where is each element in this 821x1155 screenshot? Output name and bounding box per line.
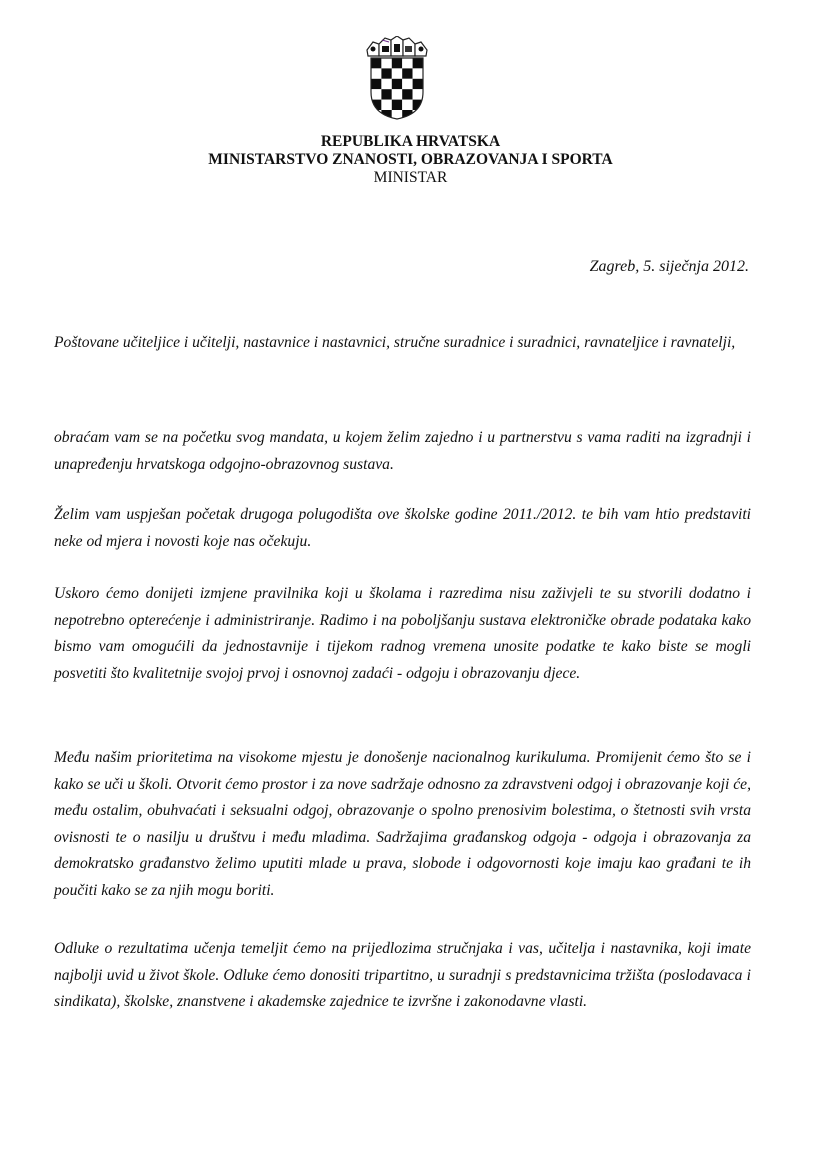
letterhead-ministry: MINISTARSTVO ZNANOSTI, OBRAZOVANJA I SPORTA — [208, 151, 613, 168]
shield-square — [402, 89, 412, 99]
shield-square — [402, 79, 412, 89]
shield-square — [402, 58, 412, 68]
shield-square — [381, 89, 391, 99]
letter-date: Zagreb, 5. siječnja 2012. — [589, 258, 749, 275]
shield-square — [392, 68, 402, 78]
shield-square — [381, 68, 391, 78]
shield-square — [402, 100, 412, 110]
shield-square — [413, 89, 423, 99]
shield-square — [413, 68, 423, 78]
shield-square — [392, 79, 402, 89]
paragraph: Uskoro ćemo donijeti izmjene pravilnika koji u školama i razredima nisu zaživjeli te su stvorili dodatno i nepotrebno opterećenje i administriranje. Radimo i na poboljšanju sustava elektroničke obrade podataka kako bismo vam omogućili da jednostavnije i tijekom radnog vremena unosite podatke te kako biste se mogli posvetiti što kvalitetnije svojoj prvoj i osnovnoj zadaći - odgoju i obrazovanju djece. — [54, 585, 751, 682]
paragraph: Među našim prioritetima na visokome mjestu je donošenje nacionalnog kurikuluma. Promijenit ćemo što se i kako se uči u školi. Otvorit ćemo prostor i za nove sadržaje odnosno za zdravstveni odgoj i obrazovanje koji će, među ostalim, obuhvaćati i seksualni odgoj, obrazovanje o spolno prenosivim bolestima, o štetnosti svih vrsta ovisnosti te o nasilju u društvu i među mladima. Sadržajima građanskog odgoja - odgoja i obrazovanja za demokratsko građanstvo želimo uputiti mlade u prava, slobode i odgovornosti koje imaju kao građani te ih poučiti kako se za njih mogu boriti. — [54, 749, 751, 899]
shield-square — [371, 68, 381, 78]
shield-square — [402, 110, 412, 120]
shield-square — [381, 79, 391, 89]
shield-square — [381, 110, 391, 120]
salutation: Poštovane učiteljice i učitelji, nastavnice i nastavnici, stručne suradnice i suradnici, ravnateljice i ravnatelji, — [54, 334, 736, 351]
shield-square — [413, 58, 423, 68]
shield-square — [392, 58, 402, 68]
shield-square — [392, 89, 402, 99]
letterhead — [0, 133, 821, 187]
shield-square — [381, 58, 391, 68]
letterhead-country: REPUBLIKA HRVATSKA — [320, 133, 501, 150]
shield-square — [371, 58, 381, 68]
shield-square — [381, 100, 391, 110]
shield-square — [402, 68, 412, 78]
paragraph: Odluke o rezultatima učenja temeljit ćemo na prijedlozima stručnjaka i vas, učitelja i nastavnika, koji imate najbolji uvid u život škole. Odluke ćemo donositi tripartitno, u suradnji s predstavnicima tržišta (poslodavaca i sindikata), školske, znanstvene i akademske zajednice te izvršne i zakonodavne vlasti. — [54, 940, 751, 1010]
shield-square — [392, 100, 402, 110]
shield-square — [371, 79, 381, 89]
shield-square — [371, 89, 381, 99]
shield-square — [413, 79, 423, 89]
paragraph: obraćam vam se na početku svog mandata, u kojem želim zajedno i u partnerstvu s vama raditi na izgradnji i unapređenju hrvatskoga odgojno-obrazovnog sustava. — [54, 429, 751, 473]
paragraph: Želim vam uspješan početak drugoga polugodišta ove školske godine 2011./2012. te bih vam htio predstaviti neke od mjera i novosti koje nas očekuju. — [54, 506, 751, 550]
croatian-coat-of-arms-icon — [365, 36, 429, 120]
letterhead-title: MINISTAR — [373, 169, 448, 186]
